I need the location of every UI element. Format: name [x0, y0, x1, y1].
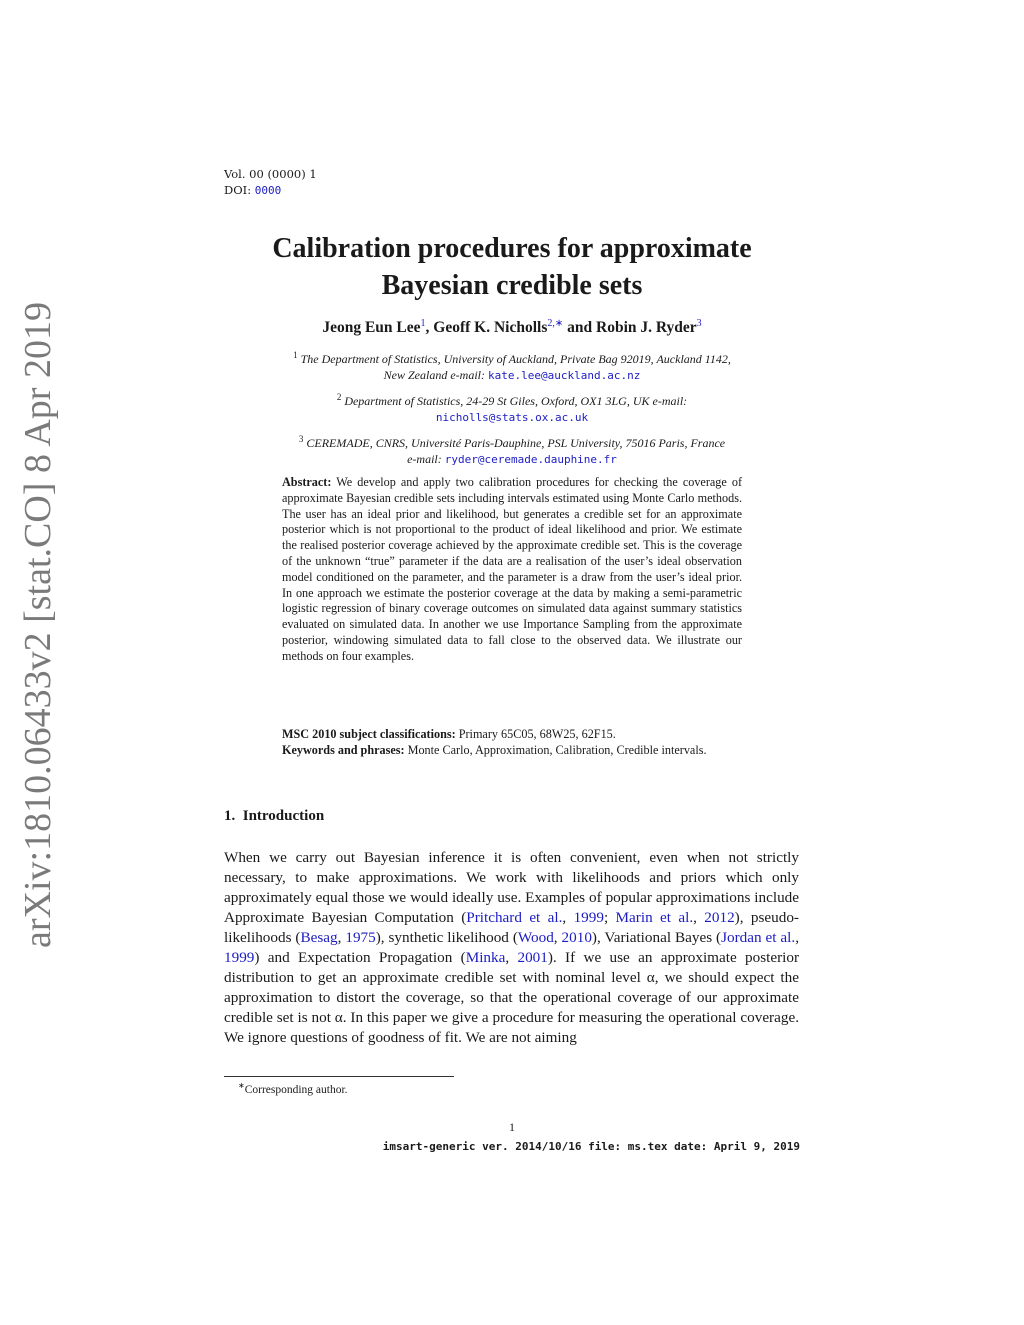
msc-value: Primary 65C05, 68W25, 62F15.: [458, 727, 616, 741]
affiliation-3: $^3$ CEREMADE, CNRS, Université Paris-Dauphine, PSL University, 75016 Paris, France e-mail: ryder@ceremade.dauphine.fr: [298, 434, 726, 466]
msc-label: MSC 2010 subject classifications:: [282, 727, 456, 741]
author-name: Geoff K. Nicholls: [433, 319, 548, 337]
email-link[interactable]: nicholls@stats.ox.ac.uk: [435, 411, 589, 424]
title-line-2: Bayesian credible sets: [381, 270, 643, 301]
paper-title: [200, 230, 824, 304]
citation-link[interactable]: 2001: [517, 949, 548, 966]
citation-link[interactable]: 1999: [573, 909, 604, 926]
affiliation-2: $^2$ Department of Statistics, 24-29 St Giles, Oxford, OX1 3LG, UK e-mail: nicholls@stats.ox.ac.uk: [336, 392, 688, 424]
email-link[interactable]: kate.lee@auckland.ac.nz: [488, 369, 641, 382]
citation-link[interactable]: Minka: [465, 949, 506, 966]
citation-link[interactable]: Marin et al.: [615, 909, 694, 926]
affiliation-1: $^1$ The Department of Statistics, University of Auckland, Private Bag 92019, Auckland 1142, New Zealand e-mail: kate.lee@auckland.ac.nz: [293, 350, 731, 382]
volume-line: Vol. 00 (0000) 1: [224, 167, 317, 181]
citation-link[interactable]: Jordan et al.: [721, 929, 796, 946]
author-affiliation-mark[interactable]: 1: [420, 318, 426, 329]
email-link[interactable]: ryder@ceremade.dauphine.fr: [444, 453, 617, 466]
classification-block: [282, 726, 742, 758]
title-line-1: Calibration procedures for approximate: [272, 233, 752, 264]
arxiv-identifier-stamp: arXiv:1810.06433v2 [stat.CO] 8 Apr 2019: [17, 302, 59, 948]
journal-header: [224, 166, 317, 199]
author-name: Jeong Eun Lee: [322, 319, 421, 337]
imsart-footer: imsart-generic ver. 2014/10/16 file: ms.tex date: April 9, 2019: [382, 1140, 800, 1153]
citation-link[interactable]: 1975: [345, 929, 376, 946]
citation-link[interactable]: 1999: [224, 949, 255, 966]
abstract: [282, 475, 742, 665]
keywords-value: Monte Carlo, Approximation, Calibration, Credible intervals.: [407, 743, 707, 757]
abstract-label: Abstract:: [282, 475, 332, 489]
footnote: ∗Corresponding author.: [238, 1081, 348, 1096]
author-list: Jeong Eun Lee$^1$, Geoff K. Nicholls$^{2,∗}$ and Robin J. Ryder$^3$: [322, 318, 702, 337]
author-affiliation-mark[interactable]: 2,∗: [547, 318, 564, 329]
abstract-text: We develop and apply two calibration procedures for checking the coverage of approximate Bayesian credible sets including intervals estimated using Monte Carlo methods. The user has an ideal prior and likelihood, but generates a credible set for an approximate posterior which is not proportional to the product of ideal likelihood and prior. We estimate the realised posterior coverage achieved by the approximate credible set. This is the coverage of the unknown “true” parameter if the data are a realisation of the user’s ideal observation model conditioned on the parameter, and the parameter is a draw from the user’s ideal prior. In one approach we estimate the posterior coverage at the data by making a semi-parametric logistic regression of binary coverage outcomes on simulated data against summary statistics evaluated on simulated data. In another we use Importance Sampling from the approximate posterior, windowing simulated data to fall close to the observed data. We illustrate our methods on four examples.: [282, 475, 743, 663]
introduction-paragraph: When we carry out Bayesian inference it is often convenient, even when not strictly necessary, to make approximations. We work with likelihoods and priors which only approximately equal those we would ideally use. Examples of popular approximations include Approximate Bayesian Computation (Pritchard et al., 1999; Marin et al., 2012), pseudo-likelihoods (Besag, 1975), synthetic likelihood (Wood, 2010), Variational Bayes (Jordan et al., 1999) and Expectation Propagation (Minka, 2001). If we use an approximate posterior distribution to get an approximate credible set with nominal level α, we should expect the approximation to distort the coverage, so that the operational coverage of our approximate credible set is not α. In this paper we give a procedure for measuring the operational coverage. We ignore questions of goodness of fit. We are not aiming: [224, 849, 800, 1046]
section-heading: 1. Introduction: [224, 808, 325, 824]
page-number: 1: [509, 1120, 515, 1134]
footnote-divider: [224, 1076, 454, 1077]
citation-link[interactable]: 2012: [704, 909, 735, 926]
citation-link[interactable]: Besag: [300, 929, 338, 946]
doi-link[interactable]: 0000: [254, 184, 282, 197]
keywords-label: Keywords and phrases:: [282, 743, 405, 757]
citation-link[interactable]: Pritchard et al.: [466, 909, 563, 926]
citation-link[interactable]: 2010: [561, 929, 592, 946]
doi-label: DOI:: [224, 183, 255, 197]
doi-line: [224, 182, 317, 199]
author-name: Robin J. Ryder: [596, 319, 697, 337]
citation-link[interactable]: Wood: [517, 929, 554, 946]
author-affiliation-mark[interactable]: 3: [696, 318, 702, 329]
